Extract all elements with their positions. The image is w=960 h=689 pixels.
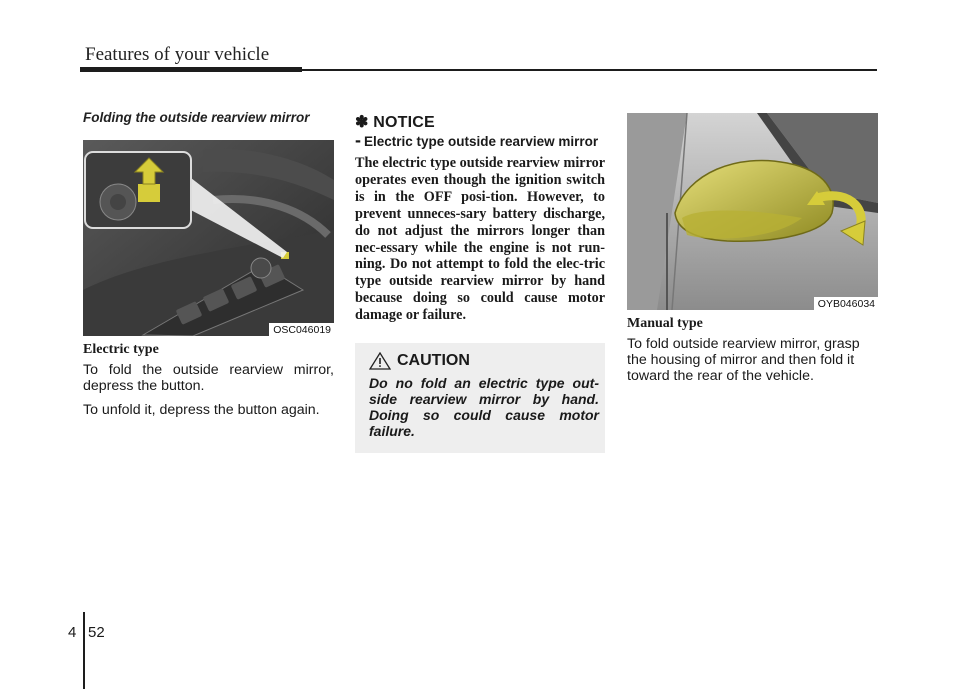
notice-marker-icon: ✽ bbox=[355, 114, 369, 131]
manual-type-heading: Manual type bbox=[627, 316, 703, 331]
right-column bbox=[627, 108, 878, 392]
page-header-title: Features of your vehicle bbox=[85, 44, 270, 65]
door-switch-figure bbox=[83, 140, 334, 336]
chapter-number: 4 bbox=[68, 624, 77, 641]
notice-title bbox=[355, 112, 605, 132]
warning-triangle-icon bbox=[369, 352, 391, 370]
side-mirror-figure bbox=[627, 113, 878, 310]
electric-type-heading: Electric type bbox=[83, 342, 159, 357]
caution-box bbox=[355, 343, 605, 453]
caution-title: CAUTION bbox=[397, 352, 470, 370]
section-title: Folding the outside rearview mirror bbox=[83, 110, 310, 125]
footer-divider bbox=[83, 612, 85, 689]
header-rule-thin bbox=[302, 69, 877, 71]
caution-body: Do no fold an electric type out-side rearview mirror by hand. Doing so could cause motor failure. bbox=[369, 375, 599, 440]
figure-label: OSC046019 bbox=[269, 323, 334, 336]
paragraph-unfold: To unfold it, depress the button again. bbox=[83, 402, 320, 418]
notice-body: The electric type outside rearview mirror operates even though the ignition switch is in the OFF posi-tion. However, to prevent unneces-sary battery discharge, do not adjust the mirrors longer than nec-essary while the engine is not run-ning. Do not attempt to fold the elec-tric type outside rearview mirror by hand because doing so could cause motor damage or failure. bbox=[355, 155, 605, 324]
caution-heading bbox=[369, 352, 599, 370]
page-number: 52 bbox=[88, 624, 105, 641]
header-rule-thick bbox=[80, 67, 302, 72]
paragraph-fold: To fold the outside rearview mirror, depress the button. bbox=[83, 362, 334, 394]
notice-subtitle-text: Electric type outside rearview mirror bbox=[364, 134, 599, 149]
left-column bbox=[83, 108, 334, 426]
notice-subtitle bbox=[355, 130, 605, 150]
side-mirror-illustration bbox=[627, 113, 878, 310]
figure-label: OYB046034 bbox=[814, 297, 878, 310]
door-panel-illustration bbox=[83, 140, 334, 336]
notice-dash: - bbox=[355, 130, 361, 150]
notice-title-text: NOTICE bbox=[373, 114, 435, 131]
middle-column bbox=[355, 108, 605, 453]
paragraph-manual: To fold outside rearview mirror, grasp the housing of mirror and then fold it toward the rear of the vehicle. bbox=[627, 336, 860, 384]
